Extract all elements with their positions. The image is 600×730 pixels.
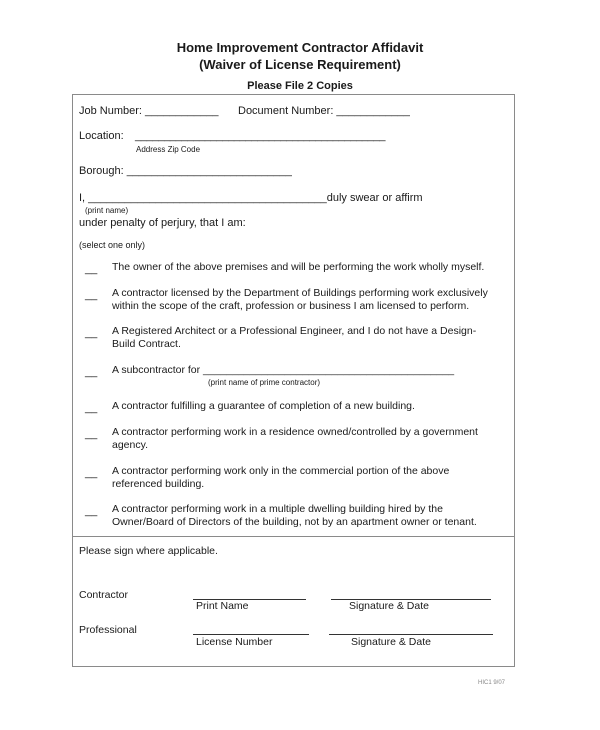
option-commercial-text-2: referenced building. xyxy=(112,478,205,490)
affiant-name-field[interactable]: I, _______________________________________duly swear or affirm xyxy=(79,192,423,204)
professional-label: Professional xyxy=(79,624,137,636)
affidavit-section xyxy=(72,94,515,537)
option-multiple-dwelling-text-2: Owner/Board of Directors of the building, not by an apartment owner or tenant. xyxy=(112,516,477,528)
sign-instruction: Please sign where applicable. xyxy=(79,545,218,557)
form-subtitle: (Waiver of License Requirement) xyxy=(199,57,401,72)
location-hint: Address Zip Code xyxy=(136,145,201,154)
option-licensed-checkbox[interactable]: __ xyxy=(85,289,98,301)
professional-signature-line[interactable] xyxy=(329,634,493,635)
option-architect-checkbox[interactable]: __ xyxy=(85,327,98,339)
contractor-label: Contractor xyxy=(79,589,129,601)
license-number-caption: License Number xyxy=(196,636,273,648)
form-code: HIC1 9/07 xyxy=(478,680,506,686)
option-commercial-checkbox[interactable]: __ xyxy=(85,467,98,479)
select-hint: (select one only) xyxy=(79,240,146,250)
license-number-line[interactable] xyxy=(193,634,309,635)
borough-field[interactable]: Borough: ___________________________ xyxy=(79,165,292,177)
option-owner-checkbox[interactable]: __ xyxy=(85,263,98,275)
option-licensed-text-2: within the scope of the craft, profession or business I am licensed to perform. xyxy=(112,300,470,312)
option-architect-text-2: Build Contract. xyxy=(112,338,181,350)
option-licensed-text-1: A contractor licensed by the Department of Buildings performing work exclusively xyxy=(112,287,488,299)
job-number-field[interactable]: Job Number: ____________ xyxy=(79,105,219,117)
perjury-text: under penalty of perjury, that I am: xyxy=(79,217,246,229)
option-guarantee-checkbox[interactable]: __ xyxy=(85,402,98,414)
location-field[interactable]: ___________________________________________ xyxy=(135,130,386,142)
option-subcontractor-text[interactable]: A subcontractor for ___________________________________________ xyxy=(112,364,455,376)
option-multiple-dwelling-checkbox[interactable]: __ xyxy=(85,505,98,517)
document-number-field[interactable]: Document Number: ____________ xyxy=(238,105,410,117)
location-label: Location: xyxy=(79,130,124,142)
print-name-caption: Print Name xyxy=(196,600,249,612)
option-subcontractor-checkbox[interactable]: __ xyxy=(85,366,98,378)
form-title: Home Improvement Contractor Affidavit xyxy=(176,40,424,55)
signature-date-caption: Signature & Date xyxy=(349,600,429,612)
option-government-checkbox[interactable]: __ xyxy=(85,428,98,440)
option-multiple-dwelling-text-1: A contractor performing work in a multiple dwelling building hired by the xyxy=(112,503,443,515)
option-commercial-text-1: A contractor performing work only in the commercial portion of the above xyxy=(112,465,450,477)
option-architect-text-1: A Registered Architect or a Professional Engineer, and I do not have a Design- xyxy=(112,325,477,337)
option-guarantee-text: A contractor fulfilling a guarantee of completion of a new building. xyxy=(112,400,415,412)
option-government-text-1: A contractor performing work in a residence owned/controlled by a government xyxy=(112,426,478,438)
print-name-hint: (print name) xyxy=(85,206,129,215)
signature-section xyxy=(72,536,515,667)
copies-note: Please File 2 Copies xyxy=(247,80,353,92)
option-owner-text: The owner of the above premises and will be performing the work wholly myself. xyxy=(112,261,485,273)
signature-date-caption-2: Signature & Date xyxy=(351,636,431,648)
prime-contractor-hint: (print name of prime contractor) xyxy=(208,378,321,387)
option-government-text-2: agency. xyxy=(112,439,148,451)
